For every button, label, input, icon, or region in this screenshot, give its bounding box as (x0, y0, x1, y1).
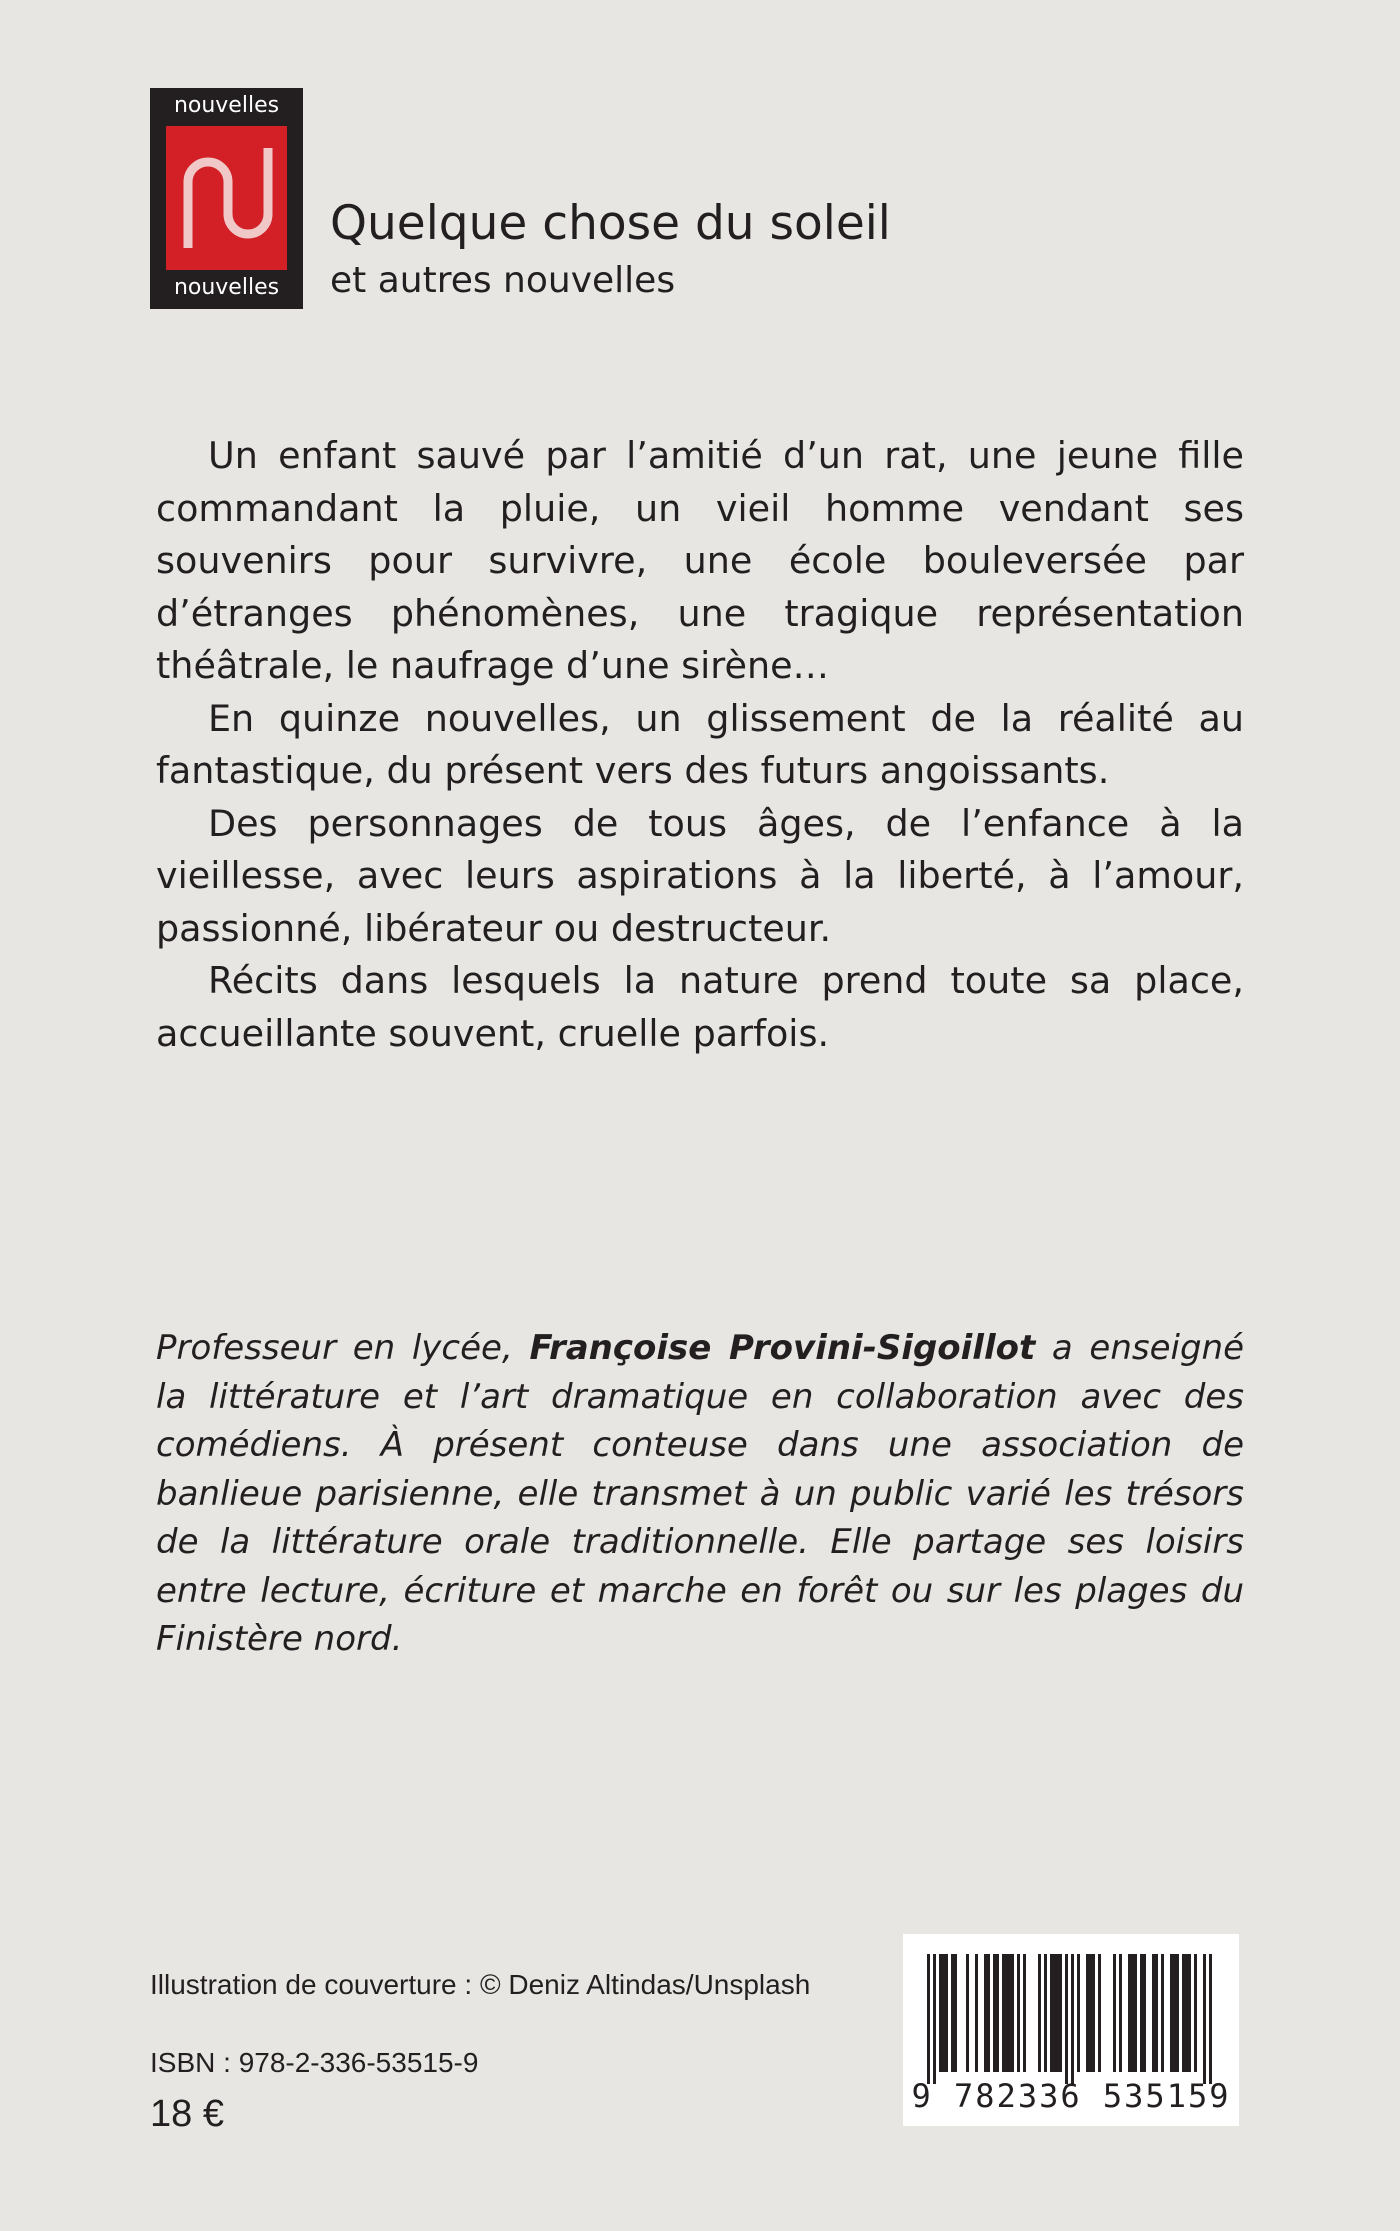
barcode-bar (1155, 1954, 1158, 2072)
barcode-bar (1038, 1954, 1041, 2072)
barcode-bar (1059, 1954, 1062, 2072)
blurb-paragraph: En quinze nouvelles, un glissement de la réalité au fantastique, du présent vers des futurs angoissants. (156, 696, 1244, 792)
book-blurb (156, 430, 1244, 1060)
barcode-bar (939, 1954, 942, 2072)
barcode-bar (942, 1954, 945, 2072)
barcode-bar (1023, 1954, 1026, 2072)
barcode-bar (1194, 1954, 1197, 2072)
barcode-bar (1071, 1954, 1074, 2084)
illustration-credit: Illustration de couverture : © Deniz Altindas/Unsplash (150, 1969, 811, 2000)
barcode-bar (1011, 1954, 1014, 2072)
bio-text: a enseigné la littérature et l’art dramatique en collaboration avec des comédiens. À présent conteuse dans une association de banlieue parisienne, elle transmet à un public varié les trésors de la littérature orale traditionnelle. Elle partage ses loisirs entre lecture, écriture et marche en forêt ou sur les plages du Finistère nord. (156, 1328, 1245, 1659)
barcode-bar (1209, 1954, 1212, 2084)
barcode-bar (975, 1954, 978, 2072)
barcode-bar (1002, 1954, 1005, 2072)
barcode-bar (1176, 1954, 1179, 2072)
barcode-bar (1161, 1954, 1164, 2072)
isbn: ISBN : 978-2-336-53515-9 (150, 2047, 479, 2078)
logo-top-label: nouvelles (173, 93, 280, 118)
logo-mark (166, 126, 287, 270)
publisher-logo (150, 88, 303, 309)
barcode-bar (1128, 1954, 1131, 2072)
barcode-bar (1152, 1954, 1155, 2072)
barcode-bar (1188, 1954, 1191, 2072)
barcode-digits: 9 782336 535159 (911, 2077, 1231, 2115)
barcode-bar (1203, 1954, 1206, 2084)
barcode-bar (993, 1954, 996, 2072)
book-subtitle: et autres nouvelles (330, 260, 676, 301)
barcode-bar (1131, 1954, 1134, 2072)
nu-mark-icon (166, 126, 287, 270)
barcode-bar (966, 1954, 969, 2072)
barcode-bar (1008, 1954, 1011, 2072)
barcode-bar (1089, 1954, 1092, 2072)
barcode-bar (1050, 1954, 1053, 2072)
barcode-bar (1086, 1954, 1089, 2072)
barcode-bar (1053, 1954, 1056, 2072)
barcode-bar (1077, 1954, 1080, 2072)
logo-bottom-label: nouvelles (173, 275, 280, 300)
barcode-bar (951, 1954, 954, 2072)
barcode-bar (984, 1954, 987, 2072)
blurb-paragraph: Des personnages de tous âges, de l’enfance à la vieillesse, avec leurs aspirations à la liberté, à l’amour, passionné, libérateur ou destructeur. (156, 801, 1244, 950)
barcode-bar (1056, 1954, 1059, 2072)
barcode (903, 1934, 1239, 2126)
barcode-bar (945, 1954, 948, 2072)
barcode-bar (1113, 1954, 1116, 2072)
barcode-bar (1170, 1954, 1173, 2072)
blurb-paragraph: Un enfant sauvé par l’amitié d’un rat, une jeune fille commandant la pluie, un vieil homme vendant ses souvenirs pour survivre, une école bouleversée par d’étranges phénomènes, une tragique représentation théâtrale, le naufrage d’une sirène… (156, 434, 1244, 687)
book-title: Quelque chose du soleil (330, 196, 891, 251)
barcode-bar (1005, 1954, 1008, 2072)
barcode-bar (1092, 1954, 1095, 2072)
barcode-bar (1185, 1954, 1188, 2072)
barcode-bar (927, 1954, 930, 2084)
barcode-bar (1173, 1954, 1176, 2072)
barcode-bar (996, 1954, 999, 2072)
author-name: Françoise Provini-Sigoillot (529, 1328, 1036, 1368)
barcode-bar (954, 1954, 957, 2072)
barcode-bar (1044, 1954, 1047, 2072)
barcode-bar (1065, 1954, 1068, 2084)
barcode-bar (1143, 1954, 1146, 2072)
barcode-bar (1098, 1954, 1101, 2072)
barcode-bar (1119, 1954, 1122, 2072)
barcode-bar (987, 1954, 990, 2072)
blurb-paragraph: Récits dans lesquels la nature prend toute sa place, accueillante souvent, cruelle parfois. (156, 959, 1244, 1055)
barcode-bar (933, 1954, 936, 2084)
barcode-bar (1140, 1954, 1143, 2072)
author-bio (156, 1324, 1244, 1664)
barcode-bar (1017, 1954, 1020, 2072)
barcode-bar (1134, 1954, 1137, 2072)
barcode-bar (1182, 1954, 1185, 2072)
bio-intro: Professeur en lycée, (156, 1328, 530, 1368)
price: 18 € (150, 2093, 224, 2135)
